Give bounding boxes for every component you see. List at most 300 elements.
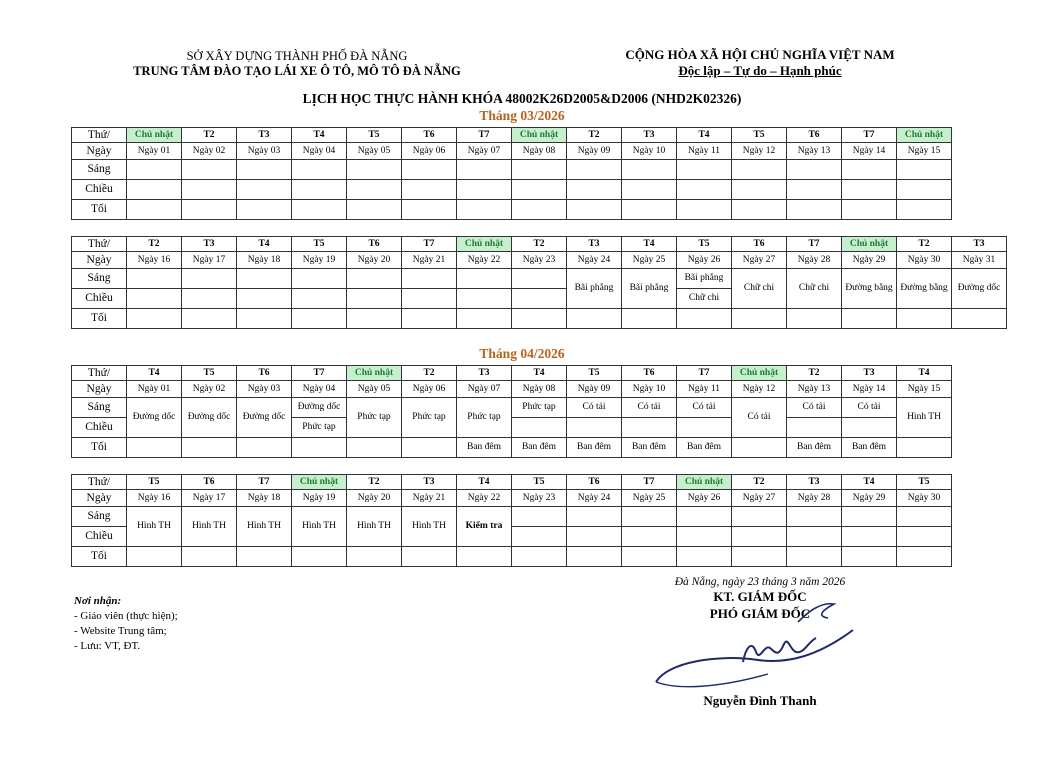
date-cell: Ngày 04	[292, 381, 347, 398]
session-cell-evening	[237, 200, 292, 220]
session-cell: Phức tạp	[402, 398, 457, 438]
date-cell: Ngày 18	[237, 490, 292, 507]
session-cell-evening	[402, 438, 457, 458]
recipients-title: Nơi nhận:	[74, 595, 122, 607]
session-cell-evening	[787, 309, 842, 329]
date-cell: Ngày 06	[402, 143, 457, 160]
session-cell-evening	[292, 547, 347, 567]
row-label-afternoon: Chiều	[72, 527, 127, 547]
session-cell-evening	[127, 438, 182, 458]
session-cell-morning	[182, 160, 237, 180]
session-cell-evening: Ban đêm	[567, 438, 622, 458]
weekday-cell: T2	[127, 237, 182, 252]
session-cell-morning	[347, 269, 402, 289]
session-cell-evening	[182, 547, 237, 567]
weekday-cell: Chủ nhật	[512, 128, 567, 143]
date-cell: Ngày 15	[897, 143, 952, 160]
date-cell: Ngày 07	[457, 381, 512, 398]
session-cell-evening	[952, 309, 1007, 329]
session-cell-evening	[347, 438, 402, 458]
session-cell-evening	[842, 309, 897, 329]
weekday-cell: T7	[842, 128, 897, 143]
weekday-cell: Chủ nhật	[292, 475, 347, 490]
session-cell-afternoon	[512, 418, 567, 438]
session-cell-morning	[292, 269, 347, 289]
session-cell-afternoon	[402, 289, 457, 309]
session-cell: Đường bằng	[842, 269, 897, 309]
document-title: LỊCH HỌC THỰC HÀNH KHÓA 48002K26D2005&D2006 (NHD2K02326)	[302, 91, 742, 106]
session-cell-evening	[237, 309, 292, 329]
session-cell-evening	[897, 547, 952, 567]
session-cell-evening	[897, 309, 952, 329]
session-cell-evening	[182, 438, 237, 458]
session-cell-evening	[567, 200, 622, 220]
weekday-cell: Chủ nhật	[127, 128, 182, 143]
date-cell: Ngày 16	[127, 490, 182, 507]
session-cell-morning	[677, 507, 732, 527]
session-cell: Đường dốc	[127, 398, 182, 438]
session-cell-afternoon	[512, 180, 567, 200]
weekday-cell: T3	[457, 366, 512, 381]
national-motto: Độc lập – Tự do – Hạnh phúc	[678, 63, 842, 78]
session-cell-afternoon	[622, 418, 677, 438]
weekday-cell: T2	[787, 366, 842, 381]
date-cell: Ngày 04	[292, 143, 347, 160]
date-cell: Ngày 16	[127, 252, 182, 269]
weekday-cell: T5	[347, 128, 402, 143]
session-cell: Phức tạp	[457, 398, 512, 438]
session-cell-afternoon	[237, 180, 292, 200]
date-cell: Ngày 24	[567, 252, 622, 269]
date-cell: Ngày 09	[567, 381, 622, 398]
recipient-item: - Lưu: VT, ĐT.	[74, 640, 141, 652]
session-cell: Hình TH	[897, 398, 952, 438]
session-cell-evening	[457, 309, 512, 329]
date-cell: Ngày 21	[402, 490, 457, 507]
row-label-evening: Tối	[72, 547, 127, 567]
session-cell-afternoon	[677, 418, 732, 438]
weekday-cell: T5	[292, 237, 347, 252]
date-cell: Ngày 18	[237, 252, 292, 269]
session-cell-afternoon	[567, 180, 622, 200]
session-cell-morning	[457, 160, 512, 180]
row-label-afternoon: Chiều	[72, 418, 127, 438]
session-cell-evening	[347, 547, 402, 567]
date-cell: Ngày 08	[512, 143, 567, 160]
weekday-cell: T6	[402, 128, 457, 143]
date-cell: Ngày 26	[677, 252, 732, 269]
date-cell: Ngày 25	[622, 252, 677, 269]
weekday-cell: T2	[182, 128, 237, 143]
date-cell: Ngày 11	[677, 381, 732, 398]
session-cell-morning	[732, 160, 787, 180]
session-cell-morning	[787, 507, 842, 527]
weekday-cell: T6	[182, 475, 237, 490]
weekday-cell: T7	[787, 237, 842, 252]
session-cell-morning	[567, 507, 622, 527]
row-label-evening: Tối	[72, 438, 127, 458]
session-cell-afternoon	[732, 527, 787, 547]
session-cell-evening	[127, 200, 182, 220]
date-cell: Ngày 02	[182, 143, 237, 160]
session-cell-afternoon: Phức tạp	[292, 418, 347, 438]
date-cell: Ngày 12	[732, 381, 787, 398]
weekday-cell: T3	[787, 475, 842, 490]
session-cell-morning	[457, 269, 512, 289]
date-cell: Ngày 24	[567, 490, 622, 507]
weekday-cell: T7	[677, 366, 732, 381]
date-cell: Ngày 31	[952, 252, 1007, 269]
session-cell-morning	[897, 507, 952, 527]
session-cell-afternoon	[457, 180, 512, 200]
session-cell-morning: Có tải	[842, 398, 897, 418]
weekday-cell: T3	[622, 128, 677, 143]
weekday-cell: T7	[292, 366, 347, 381]
date-cell: Ngày 22	[457, 490, 512, 507]
schedule-table-april-2	[71, 474, 952, 567]
weekday-cell: T5	[512, 475, 567, 490]
weekday-cell: T4	[677, 128, 732, 143]
session-cell-morning	[237, 160, 292, 180]
session-cell-evening	[677, 200, 732, 220]
session-cell-morning	[127, 269, 182, 289]
date-cell: Ngày 05	[347, 381, 402, 398]
signer-name: Nguyễn Đình Thanh	[703, 693, 817, 708]
session-cell: Bãi phẳng	[622, 269, 677, 309]
recipient-item: - Giáo viên (thực hiện);	[74, 610, 178, 622]
date-cell: Ngày 01	[127, 381, 182, 398]
date-cell: Ngày 19	[292, 490, 347, 507]
date-cell: Ngày 03	[237, 381, 292, 398]
date-cell: Ngày 05	[347, 143, 402, 160]
session-cell-afternoon	[347, 180, 402, 200]
date-cell: Ngày 14	[842, 143, 897, 160]
sign-role-primary: KT. GIÁM ĐỐC	[713, 589, 807, 604]
session-cell-evening	[567, 309, 622, 329]
weekday-cell: T2	[567, 128, 622, 143]
weekday-cell: T7	[457, 128, 512, 143]
month-title-april: Tháng 04/2026	[479, 346, 565, 361]
session-cell-evening	[237, 438, 292, 458]
session-cell: Hình TH	[127, 507, 182, 547]
issuer-header	[112, 49, 482, 79]
schedule-table-march-1	[71, 127, 952, 220]
issuer-ministry: SỞ XÂY DỰNG THÀNH PHỐ ĐÀ NẴNG	[186, 49, 408, 63]
weekday-cell: Chủ nhật	[347, 366, 402, 381]
weekday-cell: Chủ nhật	[677, 475, 732, 490]
date-cell: Ngày 30	[897, 490, 952, 507]
session-cell-afternoon	[457, 289, 512, 309]
session-cell-afternoon	[512, 289, 567, 309]
weekday-cell: T4	[457, 475, 512, 490]
session-cell-evening	[127, 547, 182, 567]
session-cell-morning	[842, 507, 897, 527]
date-cell: Ngày 08	[512, 381, 567, 398]
row-label-morning: Sáng	[72, 507, 127, 527]
date-cell: Ngày 17	[182, 490, 237, 507]
national-header	[600, 47, 920, 79]
session-cell: Đường bằng	[897, 269, 952, 309]
weekday-cell: T5	[127, 475, 182, 490]
session-cell-morning	[402, 160, 457, 180]
weekday-cell: T4	[292, 128, 347, 143]
date-cell: Ngày 21	[402, 252, 457, 269]
date-cell: Ngày 11	[677, 143, 732, 160]
date-cell: Ngày 17	[182, 252, 237, 269]
schedule-table-april-1	[71, 365, 952, 458]
weekday-cell: T3	[237, 128, 292, 143]
weekday-cell: T2	[897, 237, 952, 252]
session-cell-evening	[237, 547, 292, 567]
session-cell-morning	[237, 269, 292, 289]
session-cell-afternoon	[622, 527, 677, 547]
recipients-block	[74, 594, 178, 654]
date-cell: Ngày 22	[457, 252, 512, 269]
session-cell-evening	[292, 309, 347, 329]
session-cell-evening	[402, 309, 457, 329]
session-cell: Có tải	[732, 398, 787, 438]
session-cell-afternoon	[842, 418, 897, 438]
weekday-cell: T4	[127, 366, 182, 381]
session-cell-evening	[512, 309, 567, 329]
session-cell-evening	[787, 547, 842, 567]
session-cell-evening	[897, 438, 952, 458]
session-cell: Hình TH	[347, 507, 402, 547]
session-cell-afternoon	[787, 527, 842, 547]
schedule-table-march-2	[71, 236, 1007, 329]
session-cell-evening	[567, 547, 622, 567]
session-cell-evening	[842, 547, 897, 567]
weekday-cell: Chủ nhật	[732, 366, 787, 381]
recipient-item: - Website Trung tâm;	[74, 625, 167, 637]
date-cell: Ngày 13	[787, 143, 842, 160]
session-cell-morning	[677, 160, 732, 180]
weekday-cell: T3	[842, 366, 897, 381]
weekday-cell: T6	[622, 366, 677, 381]
row-label-morning: Sáng	[72, 160, 127, 180]
row-label-evening: Tối	[72, 309, 127, 329]
session-cell-evening	[347, 200, 402, 220]
session-cell-afternoon	[292, 289, 347, 309]
row-label-evening: Tối	[72, 200, 127, 220]
session-cell-afternoon	[512, 527, 567, 547]
session-cell: Bãi phẳng	[567, 269, 622, 309]
session-cell-evening	[842, 200, 897, 220]
weekday-cell: T4	[237, 237, 292, 252]
session-cell-morning: Có tải	[567, 398, 622, 418]
session-cell: Đường dốc	[182, 398, 237, 438]
session-cell-afternoon	[677, 527, 732, 547]
date-cell: Ngày 10	[622, 143, 677, 160]
weekday-cell: T3	[182, 237, 237, 252]
session-cell-afternoon	[347, 289, 402, 309]
session-cell-evening	[677, 309, 732, 329]
session-cell-morning: Bãi phẳng	[677, 269, 732, 289]
session-cell-morning	[402, 269, 457, 289]
session-cell-evening	[732, 200, 787, 220]
session-cell-evening	[732, 438, 787, 458]
weekday-cell: T2	[347, 475, 402, 490]
date-cell: Ngày 02	[182, 381, 237, 398]
weekday-cell: Chủ nhật	[897, 128, 952, 143]
session-cell-morning	[897, 160, 952, 180]
handwritten-signature	[648, 592, 870, 692]
date-cell: Ngày 29	[842, 490, 897, 507]
date-cell: Ngày 06	[402, 381, 457, 398]
weekday-cell: T6	[347, 237, 402, 252]
session-cell-morning: Đường dốc	[292, 398, 347, 418]
weekday-cell: T6	[787, 128, 842, 143]
session-cell-morning	[732, 507, 787, 527]
date-cell: Ngày 07	[457, 143, 512, 160]
session-cell-morning	[347, 160, 402, 180]
issuer-center: TRUNG TÂM ĐÀO TẠO LÁI XE Ô TÔ, MÔ TÔ ĐÀ NẴNG	[133, 64, 461, 78]
session-cell-morning	[182, 269, 237, 289]
session-cell-morning	[127, 160, 182, 180]
row-label-morning: Sáng	[72, 269, 127, 289]
row-label-day: Ngày	[72, 252, 127, 269]
session-cell-evening	[787, 200, 842, 220]
weekday-cell: T2	[402, 366, 457, 381]
session-cell-morning	[622, 507, 677, 527]
date-cell: Ngày 14	[842, 381, 897, 398]
session-cell: Phức tạp	[347, 398, 402, 438]
session-cell-afternoon	[897, 180, 952, 200]
session-cell-evening	[402, 547, 457, 567]
session-cell-morning	[512, 160, 567, 180]
session-cell-evening	[622, 200, 677, 220]
session-cell-afternoon	[732, 180, 787, 200]
session-cell-morning	[567, 160, 622, 180]
date-cell: Ngày 20	[347, 490, 402, 507]
session-cell-morning: Có tải	[622, 398, 677, 418]
session-cell-afternoon	[237, 289, 292, 309]
session-cell-evening	[677, 547, 732, 567]
weekday-cell: T5	[677, 237, 732, 252]
session-cell-afternoon	[842, 527, 897, 547]
session-cell-evening	[347, 309, 402, 329]
date-cell: Ngày 27	[732, 252, 787, 269]
session-cell-evening	[512, 547, 567, 567]
session-cell-afternoon	[567, 527, 622, 547]
date-cell: Ngày 03	[237, 143, 292, 160]
session-cell: Chữ chi	[787, 269, 842, 309]
date-cell: Ngày 19	[292, 252, 347, 269]
row-label-day: Ngày	[72, 381, 127, 398]
weekday-cell: T5	[897, 475, 952, 490]
row-label-dow: Thứ/	[72, 475, 127, 490]
session-cell-afternoon	[622, 180, 677, 200]
session-cell-morning	[512, 269, 567, 289]
weekday-cell: T7	[237, 475, 292, 490]
session-cell-evening	[732, 547, 787, 567]
row-label-dow: Thứ/	[72, 366, 127, 381]
weekday-cell: T2	[732, 475, 787, 490]
date-cell: Ngày 26	[677, 490, 732, 507]
session-cell-morning: Phức tạp	[512, 398, 567, 418]
date-cell: Ngày 15	[897, 381, 952, 398]
session-cell-evening	[182, 200, 237, 220]
session-cell: Đường dốc	[952, 269, 1007, 309]
session-cell: Kiểm tra	[457, 507, 512, 547]
date-cell: Ngày 23	[512, 252, 567, 269]
session-cell-evening: Ban đêm	[512, 438, 567, 458]
session-cell-afternoon	[897, 527, 952, 547]
weekday-cell: T5	[567, 366, 622, 381]
session-cell-afternoon	[842, 180, 897, 200]
session-cell-evening: Ban đêm	[457, 438, 512, 458]
weekday-cell: Chủ nhật	[842, 237, 897, 252]
weekday-cell: T4	[622, 237, 677, 252]
session-cell-morning	[842, 160, 897, 180]
date-cell: Ngày 20	[347, 252, 402, 269]
session-cell-evening	[457, 547, 512, 567]
session-cell-evening	[292, 200, 347, 220]
row-label-afternoon: Chiều	[72, 180, 127, 200]
session-cell-afternoon	[182, 180, 237, 200]
session-cell-afternoon	[292, 180, 347, 200]
session-cell-morning	[292, 160, 347, 180]
session-cell: Hình TH	[237, 507, 292, 547]
date-cell: Ngày 28	[787, 252, 842, 269]
session-cell-evening	[292, 438, 347, 458]
session-cell-evening	[622, 309, 677, 329]
weekday-cell: T4	[842, 475, 897, 490]
session-cell-morning	[512, 507, 567, 527]
session-cell-morning: Có tải	[787, 398, 842, 418]
session-cell-afternoon	[787, 418, 842, 438]
weekday-cell: T4	[512, 366, 567, 381]
weekday-cell: T2	[512, 237, 567, 252]
session-cell-evening	[897, 200, 952, 220]
row-label-day: Ngày	[72, 490, 127, 507]
session-cell: Hình TH	[182, 507, 237, 547]
weekday-cell: T3	[567, 237, 622, 252]
session-cell-evening	[512, 200, 567, 220]
row-label-dow: Thứ/	[72, 237, 127, 252]
session-cell: Đường dốc	[237, 398, 292, 438]
session-cell-evening: Ban đêm	[787, 438, 842, 458]
session-cell-afternoon: Chữ chi	[677, 289, 732, 309]
row-label-day: Ngày	[72, 143, 127, 160]
row-label-afternoon: Chiều	[72, 289, 127, 309]
session-cell-evening	[732, 309, 787, 329]
session-cell-evening: Ban đêm	[677, 438, 732, 458]
session-cell-evening: Ban đêm	[622, 438, 677, 458]
weekday-cell: T6	[237, 366, 292, 381]
weekday-cell: T3	[402, 475, 457, 490]
session-cell: Hình TH	[292, 507, 347, 547]
date-cell: Ngày 29	[842, 252, 897, 269]
session-cell-afternoon	[787, 180, 842, 200]
session-cell-afternoon	[677, 180, 732, 200]
national-name: CỘNG HÒA XÃ HỘI CHỦ NGHĨA VIỆT NAM	[625, 47, 895, 62]
session-cell-evening	[402, 200, 457, 220]
session-cell-afternoon	[567, 418, 622, 438]
session-cell-afternoon	[127, 180, 182, 200]
sign-role-secondary: PHÓ GIÁM ĐỐC	[709, 606, 811, 621]
weekday-cell: T4	[897, 366, 952, 381]
session-cell: Hình TH	[402, 507, 457, 547]
date-cell: Ngày 30	[897, 252, 952, 269]
date-cell: Ngày 01	[127, 143, 182, 160]
weekday-cell: T6	[567, 475, 622, 490]
weekday-cell: T7	[622, 475, 677, 490]
session-cell-evening	[182, 309, 237, 329]
weekday-cell: T5	[732, 128, 787, 143]
row-label-morning: Sáng	[72, 398, 127, 418]
session-cell-evening	[457, 200, 512, 220]
